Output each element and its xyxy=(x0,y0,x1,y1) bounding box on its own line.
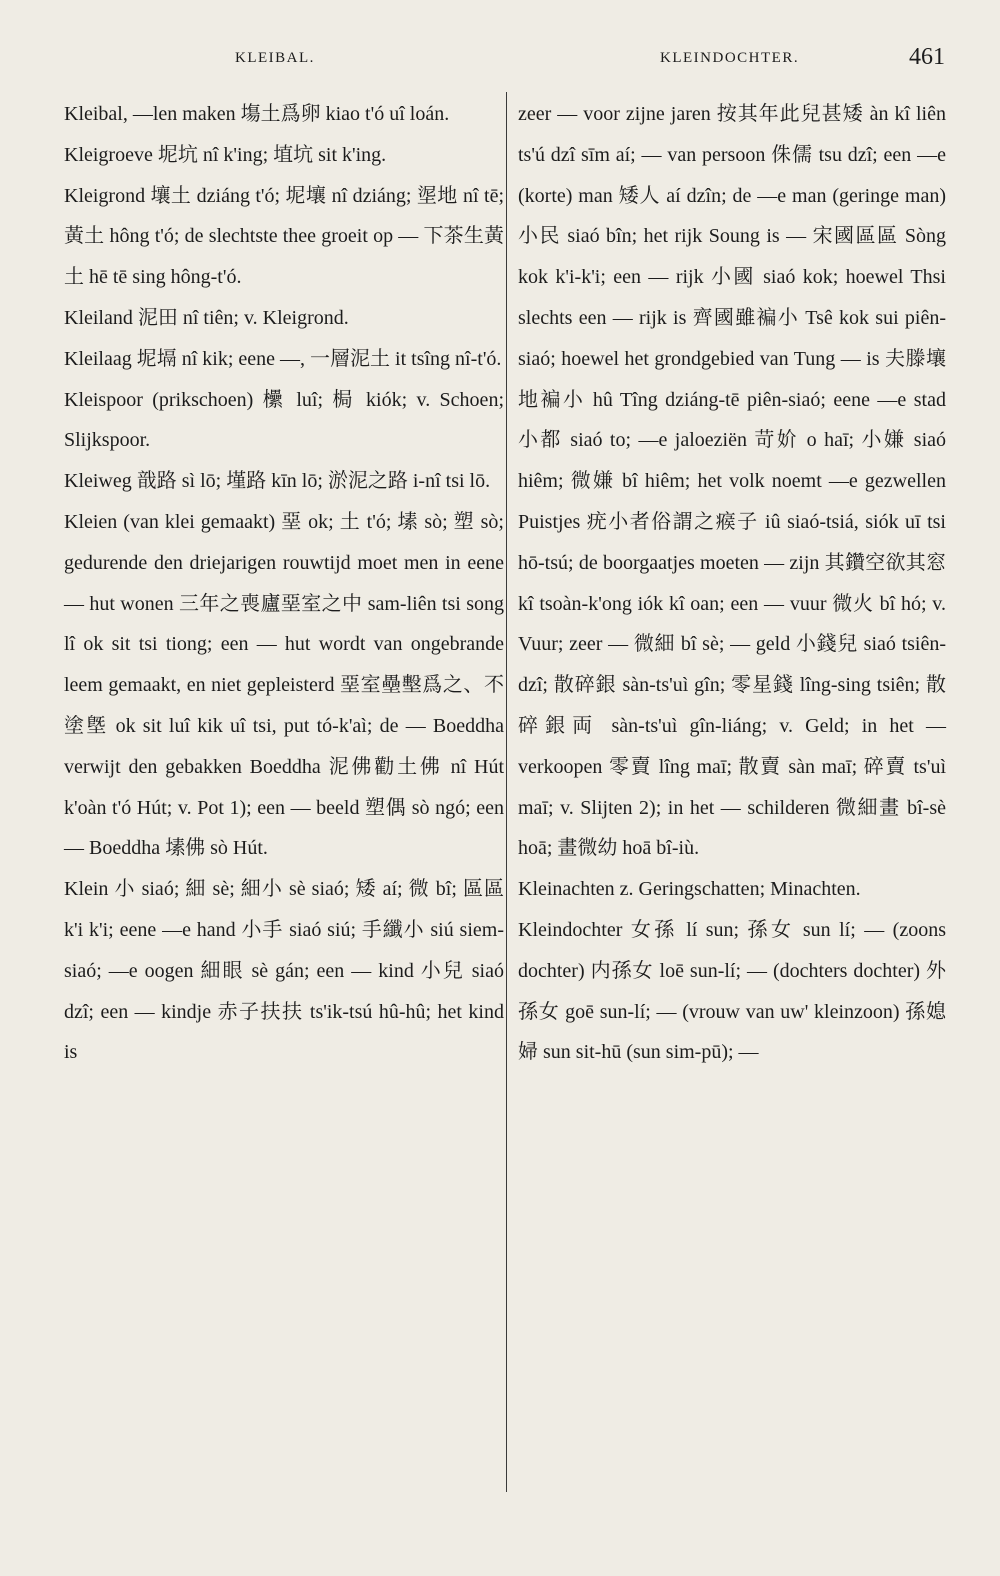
entry-kleigroeve: Kleigroeve 坭坑 nî k'ing; 埴坑 sit k'ing. xyxy=(64,143,387,166)
entry-kleindochter: Kleindochter 女孫 lí sun; 孫女 sun lí; — (zoons dochter) 内孫女 loē sun-lí; — (dochters dochter) 外孫女 goē sun-lí; — (vrouw van uw' kleinzoon) 孫媳婦 sun sit-hū (sun sim-pū); — xyxy=(518,918,946,1064)
entry-kleinachten: Kleinachten z. Geringschatten; Minachten. xyxy=(518,878,861,901)
running-head-right: KLEINDOCHTER. xyxy=(660,50,800,66)
entry-kleiweg: Kleiweg 戠路 sì lō; 墐路 kīn lō; 淤泥之路 i-nî tsi lō. xyxy=(64,470,491,493)
entry-kleigrond: Kleigrond 壤土 dziáng t'ó; 坭壤 nî dziáng; 埿地 nî tē; 黃土 hông t'ó; de slechtste thee groeit op — 下茶生黃土 hē tē sing hông-t'ó. xyxy=(64,184,504,289)
entry-klein-continued: zeer — voor zijne jaren 按其年此兒甚矮 àn kî liên ts'ú dzî sīm aí; — van persoon 侏儒 tsu dzî; een —e (korte) man 矮人 aí dzîn; de —e man (geringe man) 小民 siaó bîn; het rijk Soung is — 宋國區區 Sòng kok k'i-k'i; een — rijk 小國 siaó kok; hoewel Thsi slechts een — rijk is 齊國雖褊小 Tsê kok sui piên-siaó; hoewel het grondgebied van Tung — is 夫滕壤地褊小 hû Tîng dziáng-tē piên-siaó; eene —e stad 小都 siaó to; —e jaloeziën 苛妎 o haī; 小嫌 siaó hiêm; 微嫌 bî hiêm; het volk noemt —e gezwellen Puistjes 疣小者俗謂之瘊子 iû siaó-tsiá, siók uī tsi hō-tsú; de boorgaatjes moeten — zijn 其鑽空欲其窓 kî tsoàn-k'ong iók kî oan; een — vuur 微火 bî hó; v. Vuur; zeer — 微細 bî sè; — geld 小錢兒 siaó tsiên-dzî; 散碎銀 sàn-ts'uì gîn; 零星錢 lîng-sing tsiên; 散碎銀両 sàn-ts'uì gîn-liáng; v. Geld; in het — verkoopen 零賣 lîng maī; 散賣 sàn maī; 碎賣 ts'uì maī; v. Slijten 2); in het — schilderen 微細畫 bî-sè hoā; 畫微幼 hoā bî-iù. xyxy=(518,103,946,860)
running-head xyxy=(60,46,945,74)
entry-klein: Klein 小 siaó; 細 sè; 細小 sè siaó; 矮 aí; 微 bî; 區區 k'i k'i; eene —e hand 小手 siaó siú; 手纖小 siú siem-siaó; —e oogen 細眼 sè gán; een — kind 小兒 siaó dzî; een — kindje 赤子扶扶 ts'ik-tsú hû-hû; het kind is xyxy=(64,878,504,1064)
entry-kleibal: Kleibal, —len maken 塲土爲卵 kiao t'ó uî loán. xyxy=(64,103,450,125)
running-head-left: KLEIBAL. xyxy=(235,50,315,66)
right-column xyxy=(518,94,946,1073)
page-number: 461 xyxy=(909,44,945,70)
entry-kleilaag: Kleilaag 坭塥 nî kik; eene —, 一層泥土 it tsîng nî-t'ó. xyxy=(64,347,502,370)
entry-kleien: Kleien (van klei gemaakt) 堊 ok; 土 t'ó; 塐 sò; 塑 sò; gedurende den driejarigen rouwtijd moet men in eene — hut wonen 三年之喪廬堊室之中 sam-liên tsi song lî ok sit tsi tiong; een — hut wordt van ongebrande leem gemaakt, en niet gepleisterd 堊室壘墼爲之、不塗墍 ok sit luî kik uî tsi, put tó-k'aì; de — Boeddha verwijt den gebakken Boeddha 泥佛勸土佛 nî Hút k'oàn t'ó Hút; v. Pot 1); een — beeld 塑偶 sò ngó; een — Boeddha 塐佛 sò Hút. xyxy=(64,510,504,860)
column-divider xyxy=(506,92,507,1492)
entry-kleispoor: Kleispoor (prikschoen) 欙 luî; 梮 kiók; v. Schoen; Slijkspoor. xyxy=(64,388,504,452)
left-column xyxy=(64,94,504,1073)
entry-kleiland: Kleiland 泥田 nî tiên; v. Kleigrond. xyxy=(64,306,349,329)
